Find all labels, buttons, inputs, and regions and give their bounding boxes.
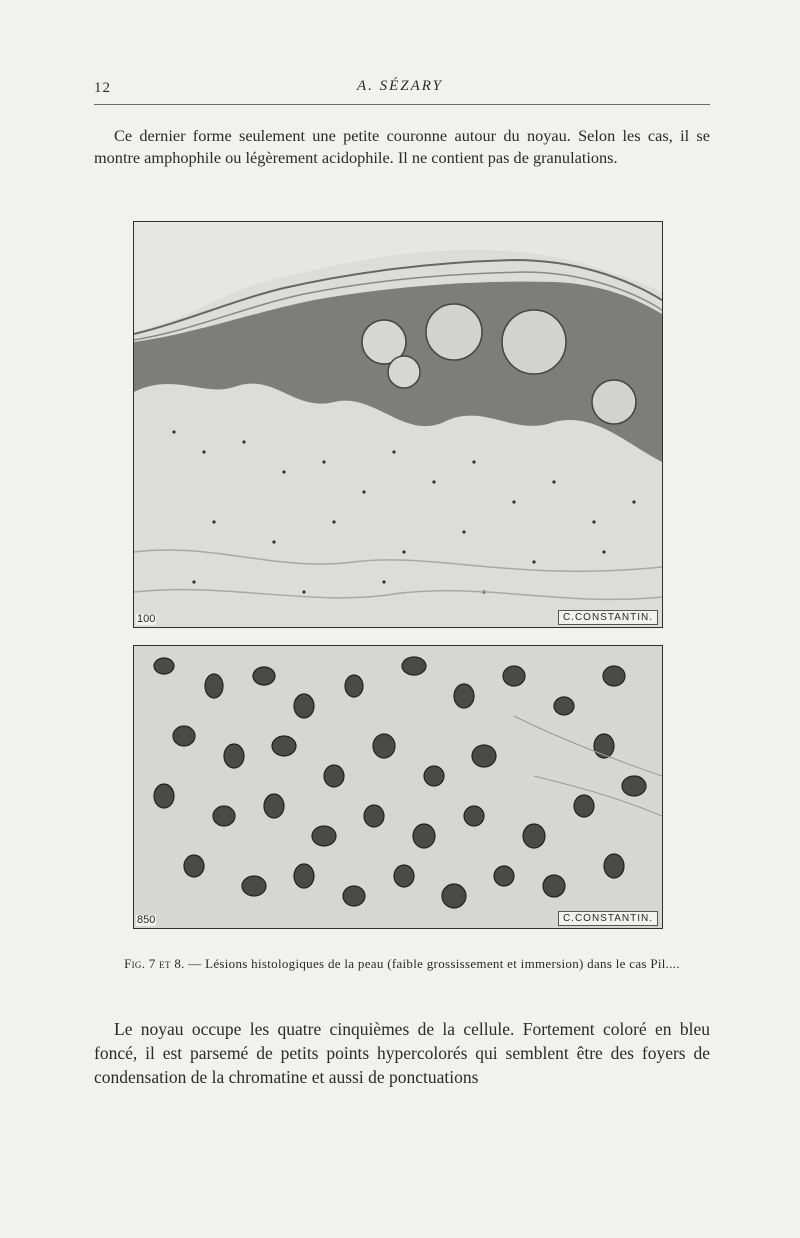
running-head: A. SÉZARY (356, 78, 444, 94)
scale-label-fig7: 100 (137, 613, 156, 625)
page-number: 12 (94, 80, 111, 96)
artist-signature-fig8: C.CONSTANTIN. (558, 911, 658, 926)
caption-text: — Lésions histologiques de la peau (faible grossissement et immersion) dans le cas Pil.... (184, 956, 680, 971)
paragraph-top: Ce dernier forme seulement une petite couronne autour du noyau. Selon les cas, il se montre amphophile ou légèrement acidophile. Il ne contient pas de granulations. (94, 126, 710, 167)
figure-8-skin-immersion (133, 645, 663, 929)
histology-illustration-low (134, 222, 662, 627)
caption-label: Fig. 7 et 8. (124, 956, 185, 971)
histology-illustration-high (134, 646, 662, 928)
paragraph-bottom: Le noyau occupe les quatre cinquièmes de la cellule. Fortement coloré en bleu foncé, il est parsemé de petits points hypercolorés qui semblent être des foyers de condensation de la chromatine et aussi de ponctuations (94, 1019, 710, 1087)
header-rule (94, 104, 710, 105)
figure-7-skin-low-magnification (133, 221, 663, 628)
scale-label-fig8: 850 (137, 914, 156, 926)
figure-caption (94, 955, 710, 972)
artist-signature-fig7: C.CONSTANTIN. (558, 610, 658, 625)
